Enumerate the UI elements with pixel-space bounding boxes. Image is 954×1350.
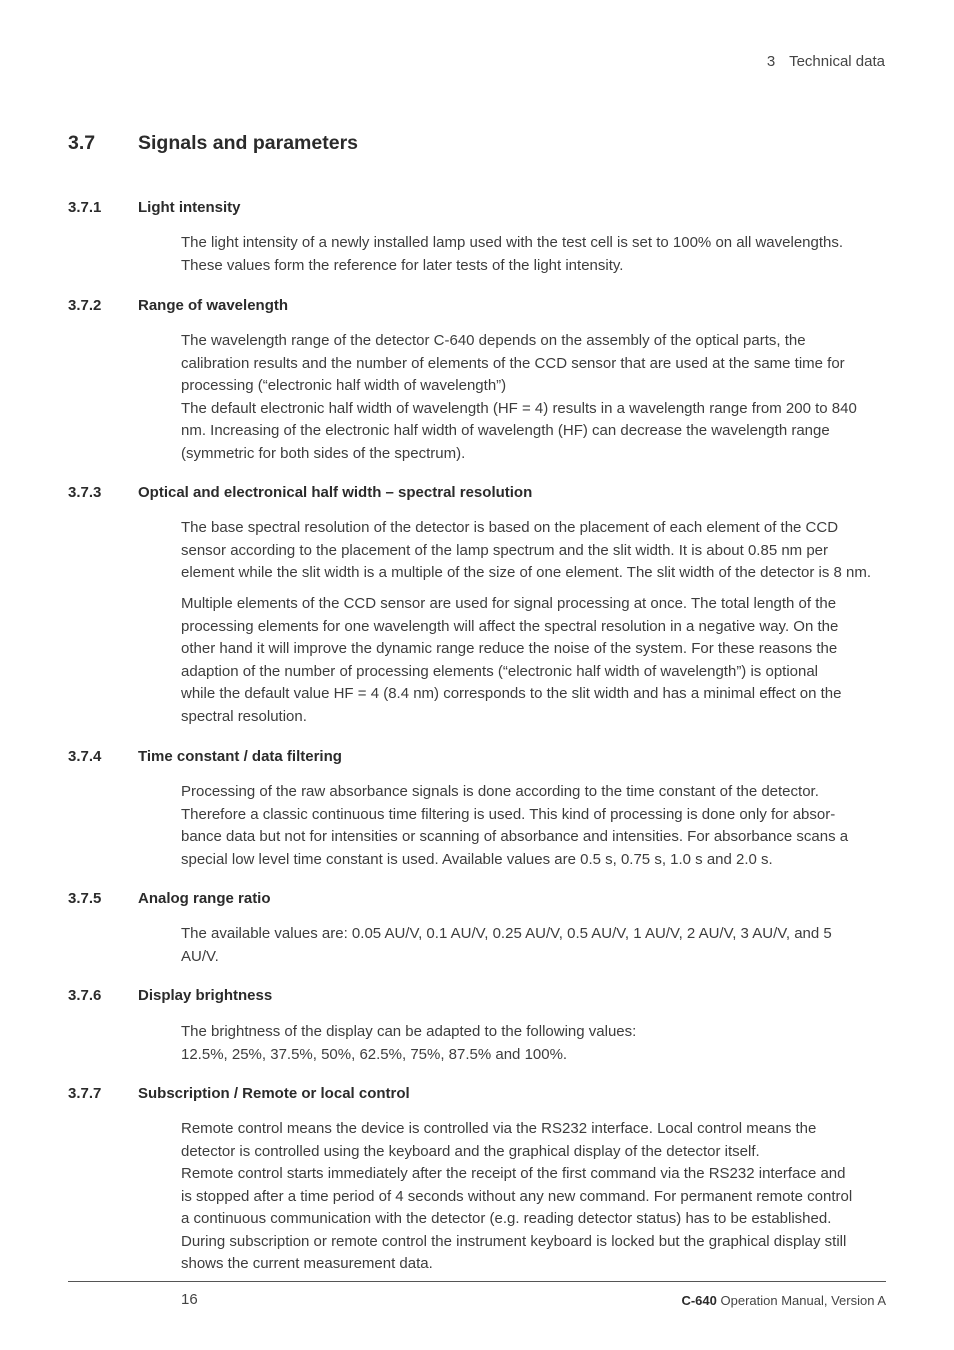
text-line: special low level time constant is used. Available values are 0.5 s, 0.75 s, 1.0 s and 2.0 s.: [181, 850, 773, 868]
footer-divider: [68, 1281, 886, 1282]
text-line: 12.5%, 25%, 37.5%, 50%, 62.5%, 75%, 87.5% and 100%.: [181, 1045, 568, 1063]
subsection-number: 3.7.6: [68, 987, 102, 1004]
text-line: processing (“electronic half width of wavelength”): [181, 377, 507, 394]
subsection-heading-display-brightness: [68, 987, 272, 1004]
paragraph-remote-control: [181, 1118, 887, 1276]
text-line: The light intensity of a newly installed lamp used with the test cell is set to 100% on all wavelengths.: [181, 234, 844, 251]
subsection-number: 3.7.7: [68, 1085, 102, 1102]
text-line: adaption of the number of processing elements (“electronic half width of wavelength”) is optional: [181, 662, 819, 680]
subsection-title: Light intensity: [138, 199, 241, 216]
text-line: The base spectral resolution of the detector is based on the placement of each element of the CCD: [181, 519, 839, 536]
subsection-number: 3.7.2: [68, 297, 102, 314]
section-number: 3.7: [68, 132, 96, 154]
subsection-heading-time-constant: [68, 748, 342, 765]
text-line: These values form the reference for later tests of the light intensity.: [181, 256, 624, 274]
section-heading: [68, 132, 358, 155]
text-line: The brightness of the display can be adapted to the following values:: [181, 1023, 637, 1040]
subsection-heading-spectral-resolution: [68, 484, 532, 501]
paragraph-light-intensity: [181, 232, 887, 277]
chapter-title: Technical data: [789, 53, 885, 70]
subsection-heading-remote-control: [68, 1085, 410, 1102]
text-line: (symmetric for both sides of the spectrum).: [181, 444, 466, 462]
text-line: Remote control means the device is controlled via the RS232 interface. Local control means the: [181, 1120, 817, 1137]
text-line: element while the slit width is a multiple of the size of one element. The slit width of the detector is 8 nm.: [181, 564, 872, 581]
text-line: shows the current measurement data.: [181, 1255, 433, 1272]
text-line: sensor according to the placement of the lamp spectrum and the slit width. It is about 0.85 nm per: [181, 541, 829, 559]
text-line: spectral resolution.: [181, 707, 307, 725]
subsection-title: Optical and electronical half width – spectral resolution: [138, 484, 533, 501]
text-line: Multiple elements of the CCD sensor are used for signal processing at once. The total length of the: [181, 595, 837, 612]
subsection-heading-light-intensity: [68, 199, 241, 216]
text-line: AU/V.: [181, 947, 219, 965]
subsection-title: Range of wavelength: [138, 297, 289, 314]
paragraph-analog-range-ratio: [181, 923, 887, 968]
text-line: The wavelength range of the detector C-640 depends on the assembly of the optical parts, the: [181, 332, 806, 349]
text-line: detector is controlled using the keyboard and the graphical display of the detector itself.: [181, 1142, 760, 1160]
subsection-title: Time constant / data filtering: [138, 748, 342, 765]
subsection-number: 3.7.4: [68, 748, 102, 765]
text-line: bance data but not for intensities or scanning of absorbance and intensities. For absorbance scans a: [181, 828, 849, 845]
text-line: The available values are: 0.05 AU/V, 0.1 AU/V, 0.25 AU/V, 0.5 AU/V, 1 AU/V, 2 AU/V, 3 AU/V, and 5: [181, 925, 832, 942]
text-line: other hand it will improve the dynamic range reduce the noise of the system. For these reasons the: [181, 640, 838, 657]
section-title: Signals and parameters: [138, 132, 359, 154]
subsection-heading-range-of-wavelength: [68, 297, 288, 314]
footer-document-title: [681, 1293, 886, 1308]
running-header: [767, 53, 885, 70]
subsection-title: Subscription / Remote or local control: [138, 1085, 410, 1102]
text-line: Processing of the raw absorbance signals is done according to the time constant of the detector.: [181, 783, 819, 800]
subsection-title: Display brightness: [138, 987, 273, 1004]
text-line: During subscription or remote control the instrument keyboard is locked but the graphical display still: [181, 1232, 847, 1250]
text-line: Remote control starts immediately after the receipt of the first command via the RS232 interface and: [181, 1165, 846, 1182]
subsection-number: 3.7.1: [68, 199, 102, 216]
page-number: 16: [181, 1291, 198, 1308]
subsection-number: 3.7.3: [68, 484, 102, 501]
text-line: is stopped after a time period of 4 seconds without any new command. For permanent remote control: [181, 1187, 853, 1205]
paragraph-range-of-wavelength: [181, 330, 887, 465]
text-line: nm. Increasing of the electronic half width of wavelength (HF) can decrease the wavelength range: [181, 422, 830, 439]
text-line: Therefore a classic continuous time filtering is used. This kind of processing is done only for absor-: [181, 805, 836, 823]
subsection-number: 3.7.5: [68, 890, 102, 907]
paragraph-spectral-resolution-2: [181, 593, 887, 728]
subsection-heading-analog-range-ratio: [68, 890, 271, 907]
footer-model: C-640: [681, 1293, 717, 1308]
chapter-number: 3: [766, 53, 776, 70]
text-line: processing elements for one wavelength will affect the spectral resolution in a negative way. On the: [181, 617, 839, 635]
footer-doc-title: Operation Manual, Version A: [720, 1293, 886, 1308]
text-line: The default electronic half width of wavelength (HF = 4) results in a wavelength range from 200 to 840: [181, 399, 857, 417]
text-line: while the default value HF = 4 (8.4 nm) corresponds to the slit width and has a minimal effect on the: [181, 685, 842, 702]
text-line: calibration results and the number of elements of the CCD sensor that are used at the same time for: [181, 354, 845, 372]
paragraph-time-constant: [181, 781, 887, 871]
text-line: a continuous communication with the detector (e.g. reading detector status) has to be established.: [181, 1210, 832, 1227]
paragraph-display-brightness: [181, 1021, 887, 1066]
paragraph-spectral-resolution-1: [181, 517, 887, 585]
subsection-title: Analog range ratio: [138, 890, 271, 907]
